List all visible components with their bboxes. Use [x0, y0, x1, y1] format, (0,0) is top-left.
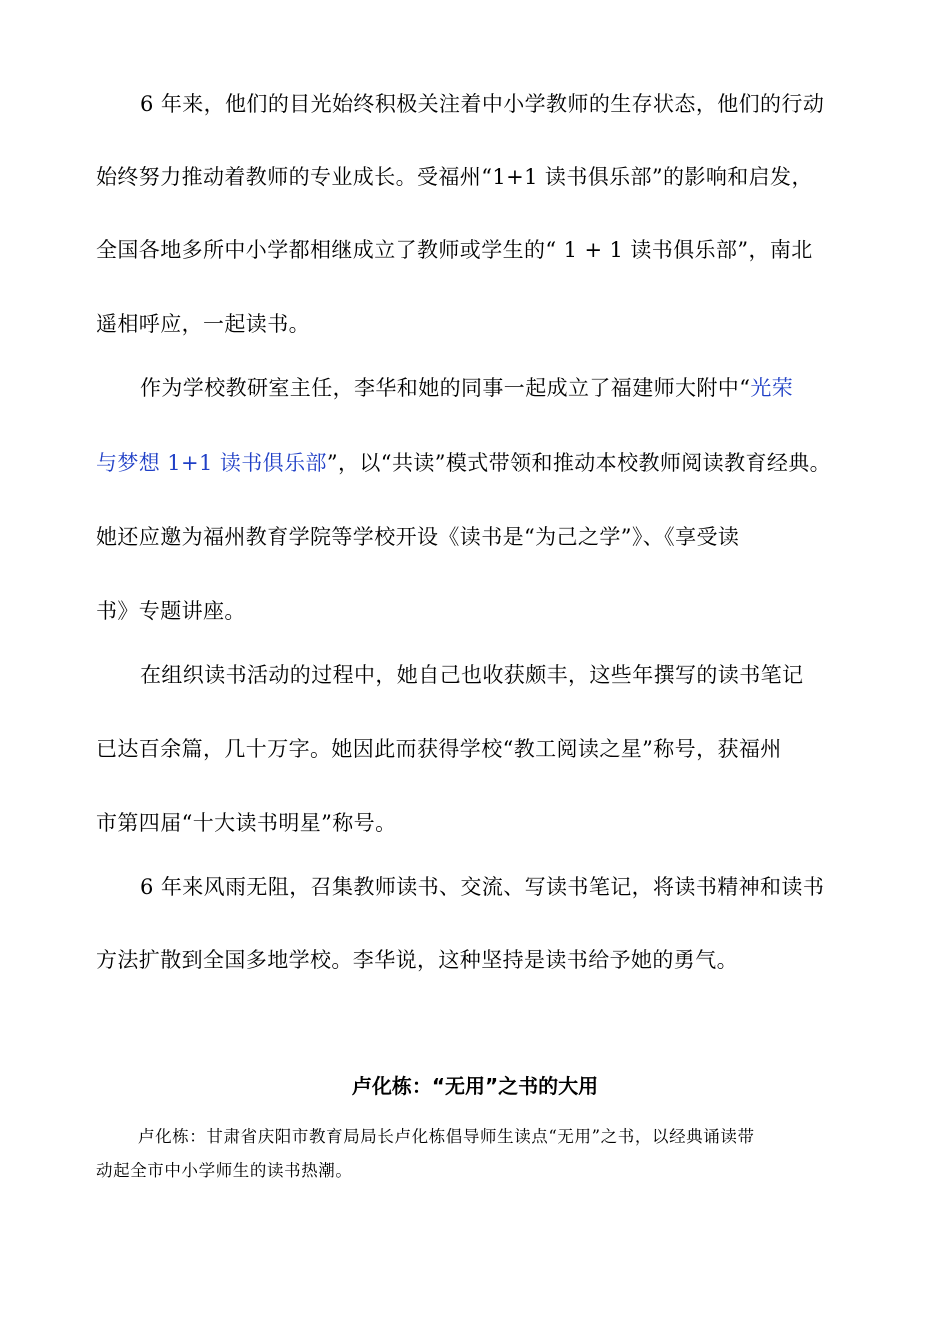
club-link-part-1[interactable]: 光荣 [750, 376, 794, 400]
paragraph-1-line-1: 6 年来，他们的目光始终积极关注着中小学教师的生存状态，他们的行动 [140, 92, 825, 116]
paragraph-3-line-2: 已达百余篇，几十万字。她因此而获得学校“教工阅读之星”称号，获福州 [96, 737, 782, 761]
paragraph-2-line-4: 书》专题讲座。 [96, 599, 246, 623]
paragraph-2-text: 作为学校教研室主任，李华和她的同事一起成立了福建师大附中“ [140, 376, 751, 400]
paragraph-3-line-1: 在组织读书活动的过程中，她自己也收获颇丰，这些年撰写的读书笔记 [140, 663, 804, 687]
section-summary-line-1: 卢化栋：甘肃省庆阳市教育局局长卢化栋倡导师生读点“无用”之书，以经典诵读带 [138, 1127, 755, 1146]
paragraph-2-text-cont: ”，以“共读”模式带领和推动本校教师阅读教育经典。 [326, 451, 832, 475]
paragraph-2-line-3: 她还应邀为福州教育学院等学校开设《读书是“为己之学”》、《享受读 [96, 525, 740, 549]
paragraph-1-line-4: 遥相呼应，一起读书。 [96, 312, 310, 336]
club-link-part-2[interactable]: 与梦想 1+1 读书俱乐部 [96, 451, 327, 475]
paragraph-3-line-3: 市第四届“十大读书明星”称号。 [96, 811, 397, 835]
paragraph-2-line-1 [140, 374, 793, 402]
paragraph-4-line-2: 方法扩散到全国多地学校。李华说，这种坚持是读书给予她的勇气。 [96, 948, 738, 972]
paragraph-4-line-1: 6 年来风雨无阻，召集教师读书、交流、写读书笔记，将读书精神和读书 [140, 875, 825, 899]
paragraph-1-line-2: 始终努力推动着教师的专业成长。受福州“1+1 读书俱乐部”的影响和启发， [96, 165, 813, 189]
paragraph-2-line-2 [96, 449, 831, 477]
section-heading: 卢化栋：“无用”之书的大用 [351, 1074, 599, 1098]
paragraph-1-line-3: 全国各地多所中小学都相继成立了教师或学生的“ 1 + 1 读书俱乐部”，南北 [96, 238, 813, 262]
section-summary-line-2: 动起全市中小学师生的读书热潮。 [96, 1161, 353, 1180]
